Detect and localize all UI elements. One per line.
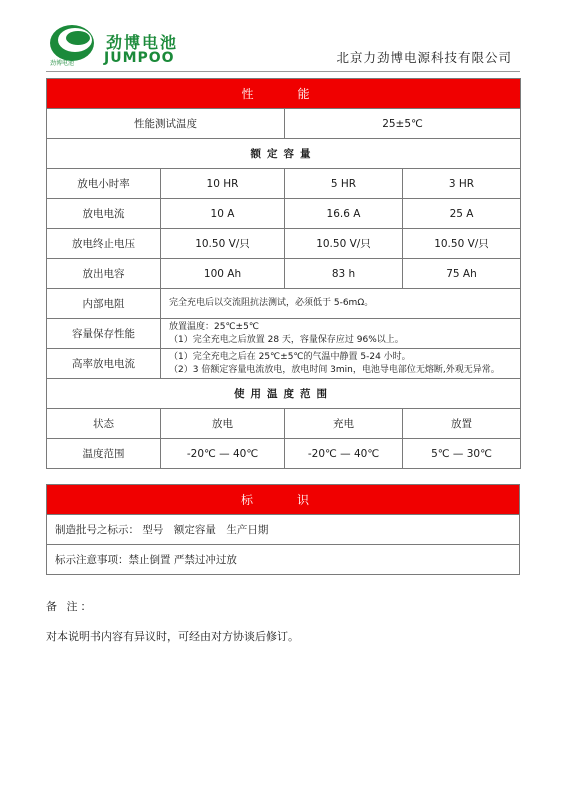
table-cell: 放电 xyxy=(161,409,285,439)
rated-capacity-title: 额定容量 xyxy=(47,139,521,169)
brand-name-en: JUMPOO xyxy=(104,50,175,66)
marking-table xyxy=(46,484,520,575)
table-cell: -20℃ — 40℃ xyxy=(285,439,403,469)
table-row xyxy=(47,319,521,349)
table-row xyxy=(47,545,520,575)
table-row xyxy=(47,515,520,545)
remarks-label: 备 注： xyxy=(46,600,95,613)
table-row xyxy=(47,199,521,229)
table-cell: 放置 xyxy=(403,409,521,439)
test-temp-label: 性能测试温度 xyxy=(47,109,285,139)
table-cell: 25 A xyxy=(403,199,521,229)
brand-name-cn: 劲博电池 xyxy=(106,33,179,52)
table-row xyxy=(47,229,521,259)
brand-name-small: 劲博电池 xyxy=(50,60,75,67)
table-cell: 3 HR xyxy=(403,169,521,199)
row-label: 放电小时率 xyxy=(47,169,161,199)
section-title-marking: 标 识 xyxy=(47,485,520,515)
remarks-text: 对本说明书内容有异议时，可经由对方协谈后修订。 xyxy=(46,630,299,643)
table-cell: 5℃ — 30℃ xyxy=(403,439,521,469)
table-cell: 100 Ah xyxy=(161,259,285,289)
table-row xyxy=(47,259,521,289)
table-cell: 75 Ah xyxy=(403,259,521,289)
table-cell: -20℃ — 40℃ xyxy=(161,439,285,469)
header-divider xyxy=(46,71,520,72)
row-label: 放电终止电压 xyxy=(47,229,161,259)
high-rate-text xyxy=(161,349,521,379)
table-cell: 10 HR xyxy=(161,169,285,199)
marking-batch-text: 制造批号之标示： 型号 额定容量 生产日期 xyxy=(47,515,520,545)
table-cell: 10.50 V/只 xyxy=(403,229,521,259)
table-row xyxy=(47,169,521,199)
note-line: 放置温度：25℃±5℃ xyxy=(169,321,259,332)
temp-range-title: 使用温度范围 xyxy=(47,379,521,409)
brand-logo xyxy=(48,22,180,68)
table-cell: 10.50 V/只 xyxy=(161,229,285,259)
company-name: 北京力劲博电源科技有限公司 xyxy=(336,50,512,65)
table-row xyxy=(47,289,521,319)
note-line: （1）完全充电之后在 25℃±5℃的气温中静置 5-24 小时。 xyxy=(169,351,411,362)
table-row xyxy=(47,139,521,169)
row-label: 温度范围 xyxy=(47,439,161,469)
row-label: 高率放电电流 xyxy=(47,349,161,379)
capacity-retention-text xyxy=(161,319,521,349)
table-row xyxy=(47,409,521,439)
section-title-performance: 性 能 xyxy=(47,79,521,109)
table-row xyxy=(47,109,521,139)
table-row xyxy=(47,439,521,469)
note-line: （2）3 倍额定容量电流放电，放电时间 3min，电池导电部位无熔断,外观无异常。 xyxy=(169,364,500,375)
table-cell: 16.6 A xyxy=(285,199,403,229)
row-label: 内部电阻 xyxy=(47,289,161,319)
table-row xyxy=(47,379,521,409)
performance-table xyxy=(46,78,521,469)
table-cell: 10.50 V/只 xyxy=(285,229,403,259)
table-row xyxy=(47,485,520,515)
marking-caution-text: 标示注意事项：禁止倒置 严禁过冲过放 xyxy=(47,545,520,575)
row-label: 放电电流 xyxy=(47,199,161,229)
table-cell: 充电 xyxy=(285,409,403,439)
table-row xyxy=(47,79,521,109)
internal-resistance-text: 完全充电后以交流阻抗法测试，必须低于 5-6mΩ。 xyxy=(161,289,521,319)
table-cell: 5 HR xyxy=(285,169,403,199)
table-cell: 10 A xyxy=(161,199,285,229)
table-row xyxy=(47,349,521,379)
row-label: 放出电容 xyxy=(47,259,161,289)
row-label: 状态 xyxy=(47,409,161,439)
test-temp-value: 25±5℃ xyxy=(285,109,521,139)
table-cell: 83 h xyxy=(285,259,403,289)
row-label: 容量保存性能 xyxy=(47,319,161,349)
note-line: （1）完全充电之后放置 28 天，容量保存应过 96%以上。 xyxy=(169,334,404,345)
